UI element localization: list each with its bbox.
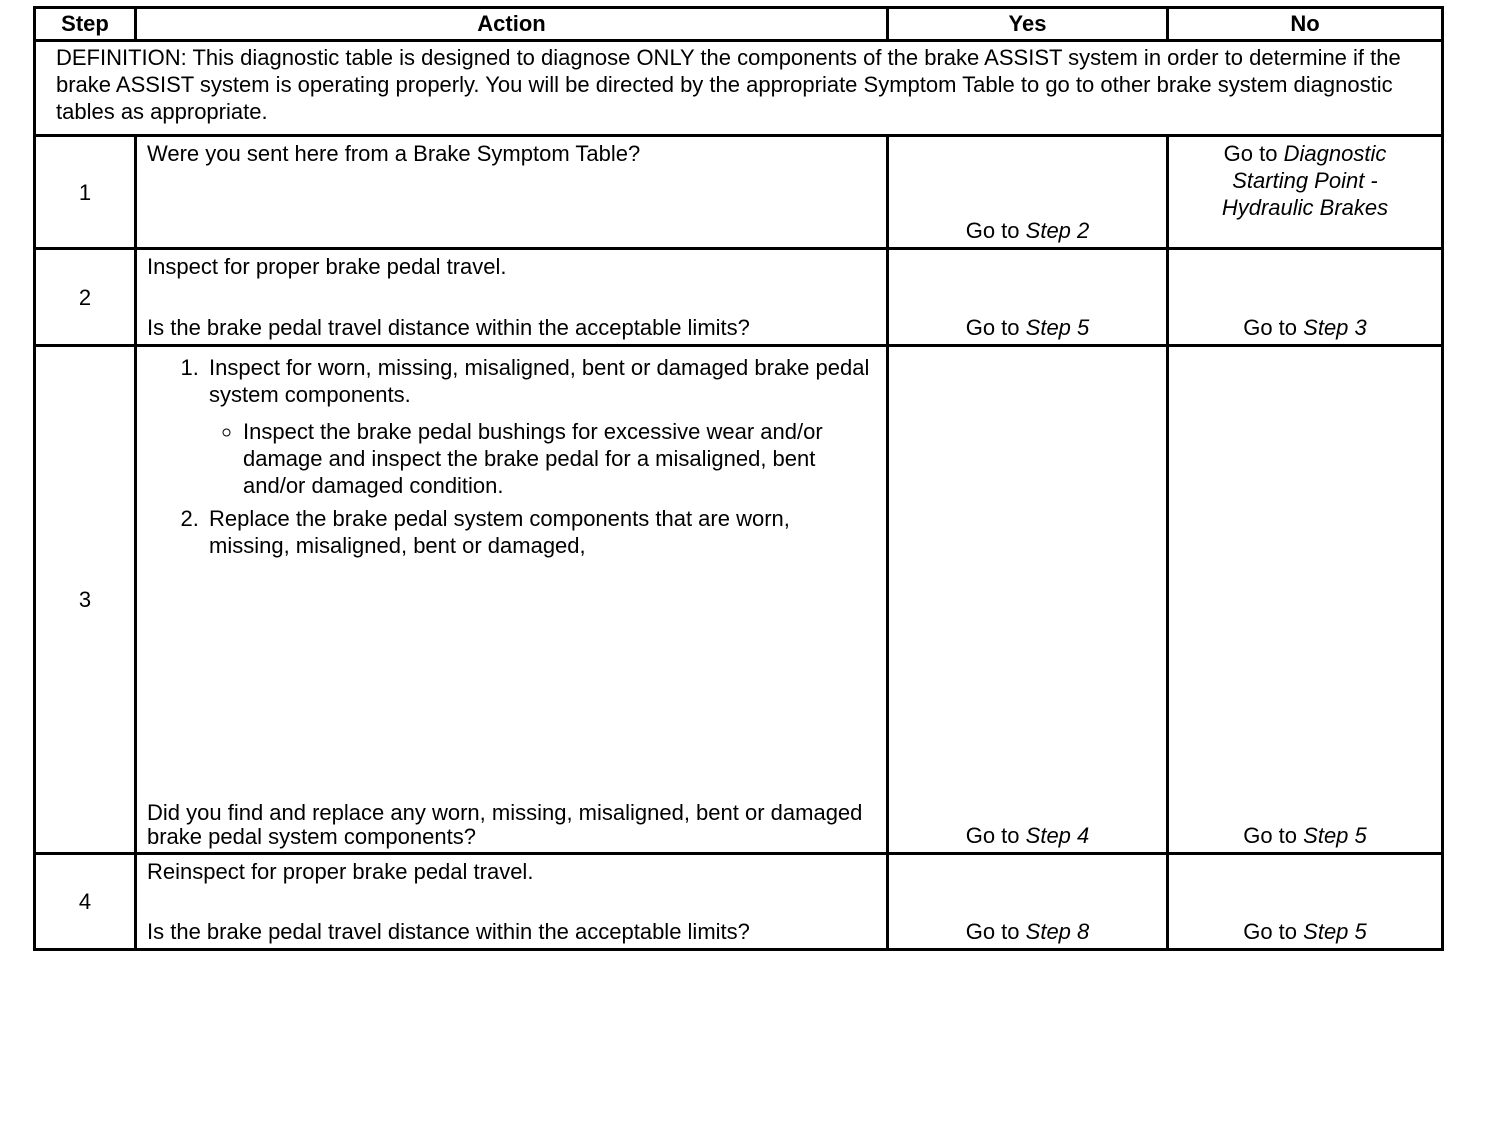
list-item: 1. Inspect for worn, missing, misaligned, bent or damaged brake pedal system components. ◦ Inspect the brake pedal bushings for excessive wear and/or damage and inspect the brake pedal for a misaligned, bent and/or damaged condition.: [205, 354, 876, 499]
yes-target: Step 5: [1025, 315, 1090, 340]
no-target: Diagnostic Starting Point - Hydraulic Brakes: [1221, 141, 1389, 220]
no-cell: [1168, 249, 1443, 346]
action-cell: [136, 854, 888, 950]
action-cell: [136, 136, 888, 249]
no-goto: Go to Step 3: [1243, 315, 1367, 340]
yes-goto: Go to Step 8: [965, 919, 1090, 944]
yes-cell: [888, 346, 1168, 854]
definition-text: DEFINITION: This diagnostic table is designed to diagnose ONLY the components of the brake ASSIST system in order to determine if the brake ASSIST system is operating properly. You will be directed by the appropriate Symptom Table to go to other brake system diagnostic tables as appropriate.: [35, 41, 1443, 136]
yes-cell: [888, 249, 1168, 346]
no-target: Step 5: [1303, 919, 1367, 944]
yes-target: Step 8: [1025, 919, 1090, 944]
no-goto: Go to Step 5: [1243, 919, 1367, 944]
yes-cell: [888, 136, 1168, 249]
no-target: Step 3: [1303, 315, 1367, 340]
no-cell: [1168, 854, 1443, 950]
header-step: Step: [35, 8, 136, 41]
yes-goto: Go to Step 4: [965, 823, 1090, 848]
no-goto: Go to Step 5: [1243, 823, 1367, 848]
step-number: 1: [35, 136, 136, 249]
action-list-block: [147, 350, 876, 565]
header-action: Action: [136, 8, 888, 41]
no-goto: Go to Diagnostic Starting Point - Hydraulic Brakes: [1221, 141, 1389, 220]
action-cell: [136, 249, 888, 346]
yes-goto: Go to Step 5: [965, 315, 1090, 340]
yes-goto: Go to Step 2: [965, 218, 1090, 243]
action-question: Did you find and replace any worn, missing, misaligned, bent or damaged brake pedal system components?: [147, 800, 863, 849]
yes-target: Step 2: [1025, 218, 1090, 243]
action-text: Reinspect for proper brake pedal travel.: [147, 859, 534, 884]
action-question: Is the brake pedal travel distance within the acceptable limits?: [147, 315, 750, 340]
step-number: 2: [35, 249, 136, 346]
action-question: Is the brake pedal travel distance within the acceptable limits?: [147, 919, 750, 944]
table-row: [35, 854, 1443, 950]
definition-row: [35, 41, 1443, 136]
bullet-item: ◦ Inspect the brake pedal bushings for excessive wear and/or damage and inspect the brake pedal for a misaligned, bent and/or damaged condition.: [243, 418, 876, 499]
header-no: No: [1168, 8, 1443, 41]
table-row: [35, 249, 1443, 346]
diagnostic-table: [33, 6, 1444, 951]
table-row: [35, 346, 1443, 854]
bullet-list: [209, 418, 876, 499]
action-cell: [136, 346, 888, 854]
action-text: Inspect for proper brake pedal travel.: [147, 254, 507, 279]
header-row: [35, 8, 1443, 41]
table-row: [35, 136, 1443, 249]
step-number: 3: [35, 346, 136, 854]
numbered-list: [147, 354, 876, 559]
step-number: 4: [35, 854, 136, 950]
header-yes: Yes: [888, 8, 1168, 41]
yes-target: Step 4: [1025, 823, 1090, 848]
no-cell: [1168, 346, 1443, 854]
list-item: 2. Replace the brake pedal system components that are worn, missing, misaligned, bent or damaged,: [205, 505, 876, 559]
yes-cell: [888, 854, 1168, 950]
no-target: Step 5: [1303, 823, 1367, 848]
action-text: Were you sent here from a Brake Symptom Table?: [147, 141, 641, 166]
no-cell: [1168, 136, 1443, 249]
